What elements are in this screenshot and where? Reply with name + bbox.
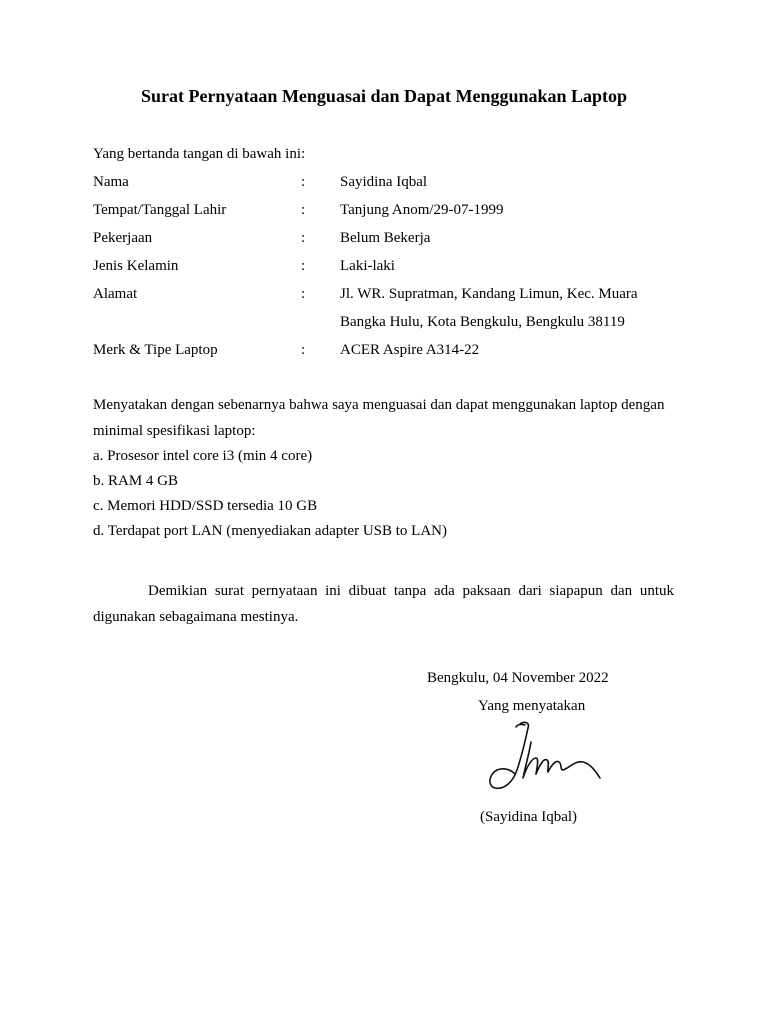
field-label: Alamat <box>93 286 138 302</box>
closing-line-1: Demikian surat pernyataan ini dibuat tanpa ada paksaan dari siapapun dan untuk <box>148 583 674 599</box>
place-date: Bengkulu, 04 November 2022 <box>427 670 609 686</box>
field-row-alamat <box>93 285 683 303</box>
field-separator: : <box>301 286 306 302</box>
field-label: Merk & Tipe Laptop <box>93 342 218 358</box>
spec-item: d. Terdapat port LAN (menyediakan adapter USB to LAN) <box>93 523 447 539</box>
intro-text: Yang bertanda tangan di bawah ini: <box>93 146 306 162</box>
statement-line-2: minimal spesifikasi laptop: <box>93 423 256 439</box>
closing-line-2: digunakan sebagaimana mestinya. <box>93 609 299 625</box>
field-label: Jenis Kelamin <box>93 258 179 274</box>
field-separator: : <box>301 258 306 274</box>
signer-role: Yang menyatakan <box>478 698 586 714</box>
field-label: Pekerjaan <box>93 230 153 246</box>
field-row-jenis-kelamin <box>93 257 683 275</box>
field-label: Tempat/Tanggal Lahir <box>93 202 227 218</box>
field-value-continued: Bangka Hulu, Kota Bengkulu, Bengkulu 38119 <box>340 314 625 330</box>
field-value: Tanjung Anom/29-07-1999 <box>340 202 504 218</box>
field-row-alamat-cont <box>93 313 683 331</box>
statement-line-1: Menyatakan dengan sebenarnya bahwa saya menguasai dan dapat menggunakan laptop dengan <box>93 397 665 413</box>
field-separator: : <box>301 342 306 358</box>
field-row-merk-tipe-laptop <box>93 341 683 359</box>
field-separator: : <box>301 202 306 218</box>
spec-item: c. Memori HDD/SSD tersedia 10 GB <box>93 498 318 514</box>
field-value: Belum Bekerja <box>340 230 431 246</box>
field-row-tempat-tanggal-lahir <box>93 201 683 219</box>
signer-name: (Sayidina Iqbal) <box>480 809 578 825</box>
field-value: Laki-laki <box>340 258 395 274</box>
field-row-pekerjaan <box>93 229 683 247</box>
field-row-nama <box>93 173 683 191</box>
handwritten-signature <box>484 718 604 796</box>
spec-item: a. Prosesor intel core i3 (min 4 core) <box>93 448 313 464</box>
document-title: Surat Pernyataan Menguasai dan Dapat Menggunakan Laptop <box>140 86 628 106</box>
field-value: Jl. WR. Supratman, Kandang Limun, Kec. Muara <box>340 286 638 302</box>
field-value: ACER Aspire A314-22 <box>340 342 480 358</box>
field-separator: : <box>301 230 306 246</box>
field-separator: : <box>301 174 306 190</box>
field-value: Sayidina Iqbal <box>340 174 428 190</box>
spec-item: b. RAM 4 GB <box>93 473 179 489</box>
field-label: Nama <box>93 174 129 190</box>
